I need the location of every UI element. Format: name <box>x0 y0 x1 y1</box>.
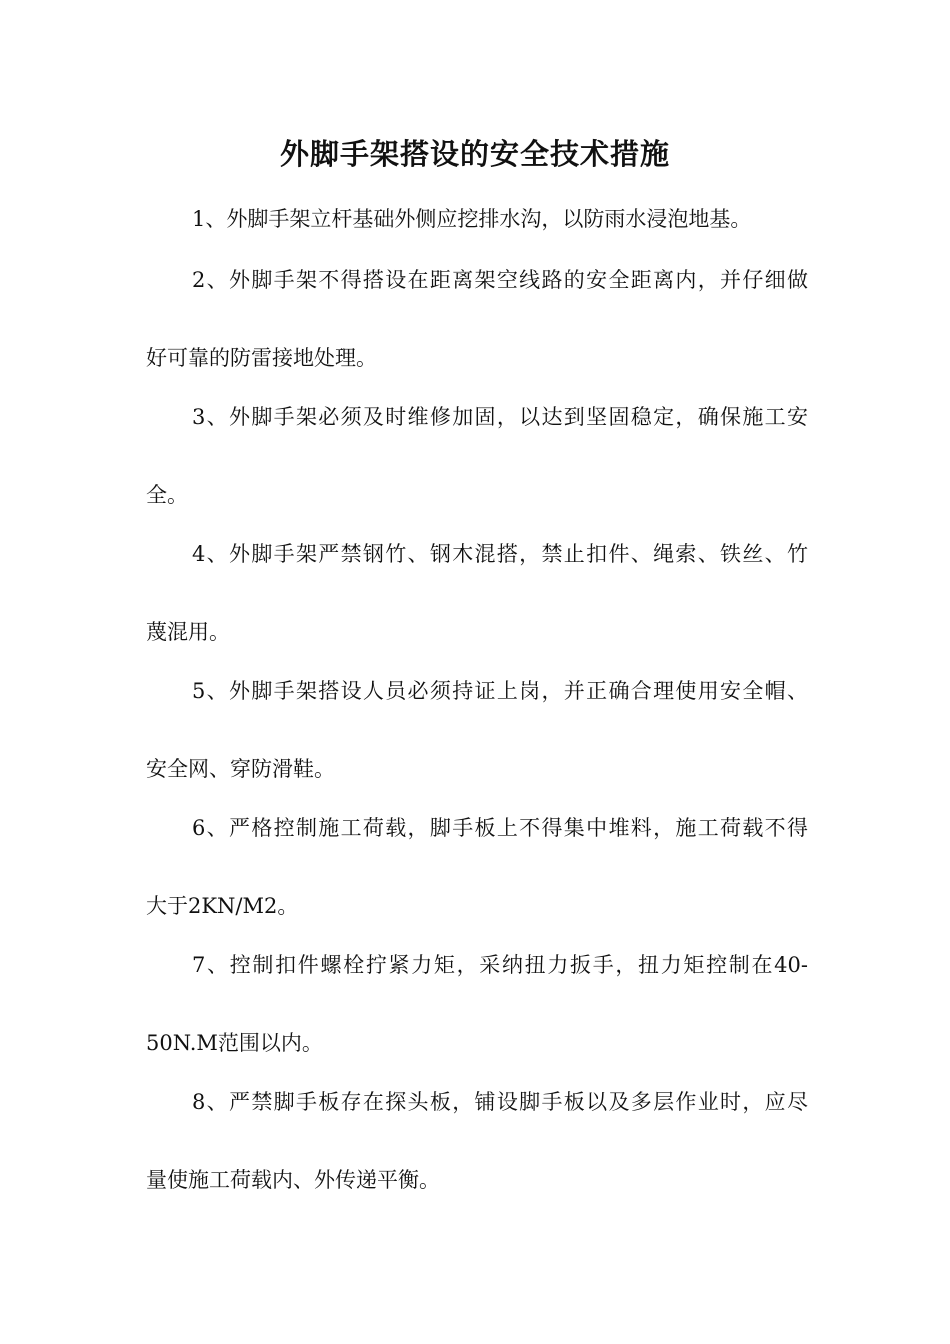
measure-item-continuation: 50N.M范围以内。 <box>146 1031 323 1055</box>
measure-item-7 <box>146 955 808 1054</box>
document-title: 外脚手架搭设的安全技术措施 <box>279 137 670 171</box>
measure-item-text: 4、外脚手架严禁钢竹、钢木混搭，禁止扣件、绳索、铁丝、竹 <box>192 542 808 566</box>
measure-item-text: 6、严格控制施工荷载，脚手板上不得集中堆料，施工荷载不得 <box>192 816 808 840</box>
measure-item-text: 8、严禁脚手板存在探头板，铺设脚手板以及多层作业时，应尽 <box>192 1090 808 1114</box>
measure-item-8 <box>146 1092 808 1191</box>
measure-item-continuation: 量使施工荷载内、外传递平衡。 <box>146 1168 440 1192</box>
measure-item-continuation: 大于2KN/M2。 <box>146 894 299 918</box>
measure-item-continuation: 全。 <box>146 483 188 507</box>
measure-item-text: 1、外脚手架立杆基础外侧应挖排水沟，以防雨水浸泡地基。 <box>192 207 752 231</box>
measure-item-text: 7、控制扣件螺栓拧紧力矩，采纳扭力扳手，扭力矩控制在40- <box>192 953 808 977</box>
measure-item-text: 2、外脚手架不得搭设在距离架空线路的安全距离内，并仔细做 <box>192 268 808 292</box>
measure-item-continuation: 好可靠的防雷接地处理。 <box>146 346 377 370</box>
measure-item-5 <box>146 681 808 780</box>
measure-item-text: 5、外脚手架搭设人员必须持证上岗，并正确合理使用安全帽、 <box>192 679 808 703</box>
measure-item-4 <box>146 544 808 643</box>
measure-item-6 <box>146 818 808 917</box>
measure-item-continuation: 安全网、穿防滑鞋。 <box>146 757 335 781</box>
measure-item-1 <box>146 209 808 230</box>
measure-item-2 <box>146 270 808 369</box>
measure-item-text: 3、外脚手架必须及时维修加固，以达到坚固稳定，确保施工安 <box>192 405 808 429</box>
measure-item-continuation: 蔑混用。 <box>146 620 230 644</box>
measure-item-3 <box>146 407 808 506</box>
